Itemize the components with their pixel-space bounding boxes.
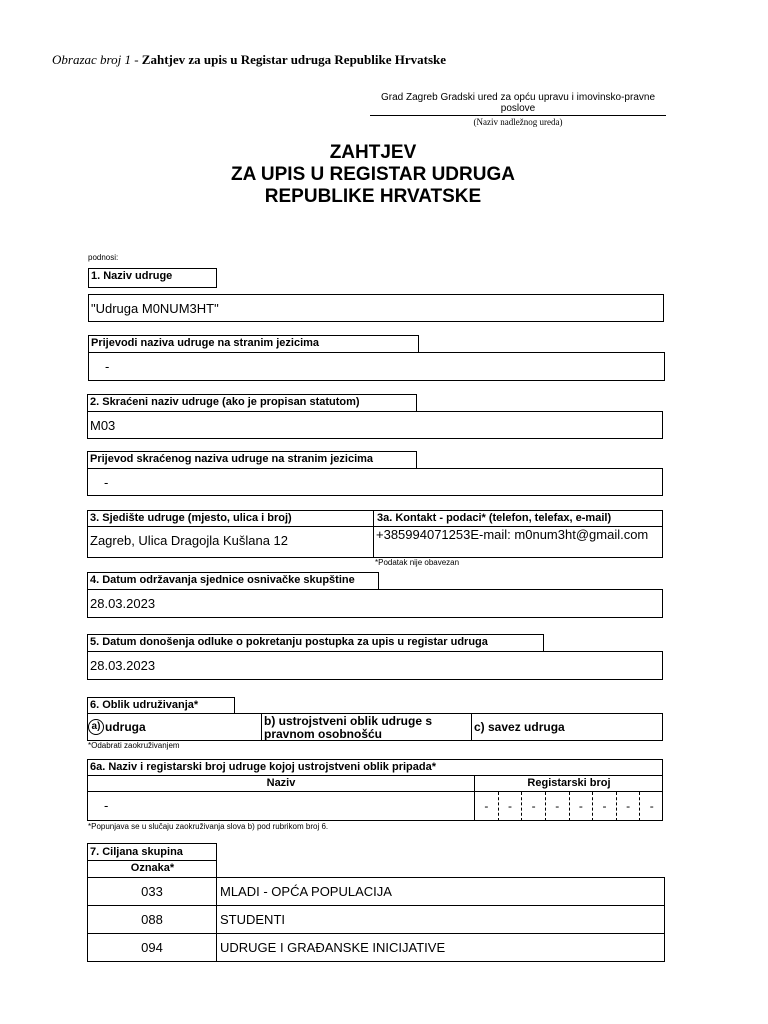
option-b-line2: pravnom osobnošću: [264, 727, 383, 741]
translations-label: Prijevodi naziva udruge na stranim jezicima: [88, 335, 419, 353]
title-line3: REPUBLIKE HRVATSKE: [264, 186, 482, 207]
office-caption: (Naziv nadležnog ureda): [473, 117, 563, 127]
target-name: STUDENTI: [220, 912, 285, 927]
col-naziv-header: Naziv: [266, 777, 296, 789]
target-name: UDRUGE I GRAĐANSKE INICIJATIVE: [220, 940, 446, 955]
parent-naziv-field[interactable]: [88, 798, 473, 813]
title-line1: ZAHTJEV: [329, 142, 417, 163]
target-code: 033: [141, 884, 163, 899]
option-b-line1: b) ustrojstveni oblik udruge s: [264, 714, 433, 728]
short-name-field[interactable]: [87, 411, 663, 439]
association-name-value: "Udruga M0NUM3HT": [91, 300, 219, 316]
reg-digit: -: [592, 792, 616, 821]
translations-field[interactable]: [88, 352, 665, 381]
section4-label: 4. Datum održavanja sjednice osnivačke skupštine: [87, 572, 379, 590]
document-title: [0, 142, 746, 208]
founding-date-value: 28.03.2023: [90, 596, 156, 611]
short-name-value: M03: [90, 417, 116, 433]
option-c-label: c) savez udruga: [474, 720, 565, 734]
decision-date-field[interactable]: [87, 651, 663, 680]
short-translation-value: -: [104, 474, 109, 490]
reg-digit: -: [521, 792, 545, 821]
col-reg-header: Registarski broj: [527, 777, 611, 789]
form-header: [52, 52, 446, 68]
seat-field[interactable]: [88, 533, 372, 548]
section3a-label: 3a. Kontakt - podaci* (telefon, telefax, e-mail): [377, 512, 612, 524]
section5-label: 5. Datum donošenja odluke o pokretanju postupka za upis u registar udruga: [87, 634, 544, 652]
section6-divider-2: [471, 713, 472, 741]
section6-note: *Odabrati zaokruživanjem: [88, 741, 180, 750]
section6a-header-line: [87, 775, 663, 776]
title-line2: ZA UPIS U REGISTAR UDRUGA: [231, 164, 515, 185]
form-number: Obrazac broj 1 -: [52, 52, 142, 67]
short-translation-field[interactable]: [87, 468, 663, 496]
founding-date-field[interactable]: [87, 589, 663, 618]
option-c[interactable]: [474, 714, 662, 740]
section6-label: 6. Oblik udruživanja*: [87, 697, 235, 714]
section6a-label: 6a. Naziv i registarski broj udruge kojoj ustrojstveni oblik pripada*: [90, 761, 436, 773]
table-row: [88, 906, 664, 933]
target-code: 094: [141, 940, 163, 955]
reg-digit: -: [484, 799, 489, 813]
reg-digit: -: [498, 792, 522, 821]
col-oznaka-header: Oznaka*: [130, 862, 175, 874]
table-row: [88, 878, 664, 905]
option-a-circle: a): [88, 719, 104, 735]
office-name: [370, 92, 666, 114]
reg-number-field[interactable]: [475, 792, 663, 821]
seat-value: Zagreb, Ulica Dragojla Kušlana 12: [90, 533, 288, 548]
office-name-line1: Grad Zagreb Gradski ured za opću upravu i imovinsko-pravne: [380, 92, 656, 103]
option-b[interactable]: [264, 715, 469, 741]
association-name-field[interactable]: [88, 294, 664, 322]
option-a-label: udruga: [105, 720, 146, 734]
target-name: MLADI - OPĆA POPULACIJA: [220, 884, 392, 899]
reg-digit: -: [616, 792, 640, 821]
podnosi-label: podnosi:: [88, 253, 119, 262]
target-code: 088: [141, 912, 163, 927]
option-a[interactable]: [88, 714, 260, 740]
table-row: [88, 934, 664, 961]
section2-label: 2. Skraćeni naziv udruge (ako je propisan statutom): [87, 394, 417, 412]
section3-label: 3. Sjedište udruge (mjesto, ulica i broj): [90, 512, 292, 524]
decision-date-value: 28.03.2023: [90, 658, 156, 673]
section7-header-line: [87, 860, 217, 861]
contact-note: *Podatak nije obavezan: [375, 558, 460, 567]
office-underline: [370, 115, 666, 116]
reg-digit: -: [639, 792, 663, 821]
section6-divider-1: [261, 713, 262, 741]
section6a-note: *Popunjava se u slučaju zaokruživanja slova b) pod rubrikom broj 6.: [88, 822, 329, 831]
contact-field[interactable]: [374, 527, 662, 542]
contact-value: +385994071253E-mail: m0num3ht@gmail.com: [376, 527, 649, 542]
translations-value: -: [105, 359, 110, 374]
form-title: Zahtjev za upis u Registar udruga Republike Hrvatske: [141, 52, 447, 67]
parent-naziv-value: -: [104, 798, 109, 813]
reg-digit: -: [545, 792, 569, 821]
section1-label: 1. Naziv udruge: [88, 268, 217, 288]
short-translation-label: Prijevod skraćenog naziva udruge na stranim jezicima: [87, 451, 417, 469]
reg-digit: -: [569, 792, 593, 821]
office-name-line2: poslove: [500, 103, 536, 114]
section7-label: 7. Ciljana skupina: [90, 846, 183, 858]
